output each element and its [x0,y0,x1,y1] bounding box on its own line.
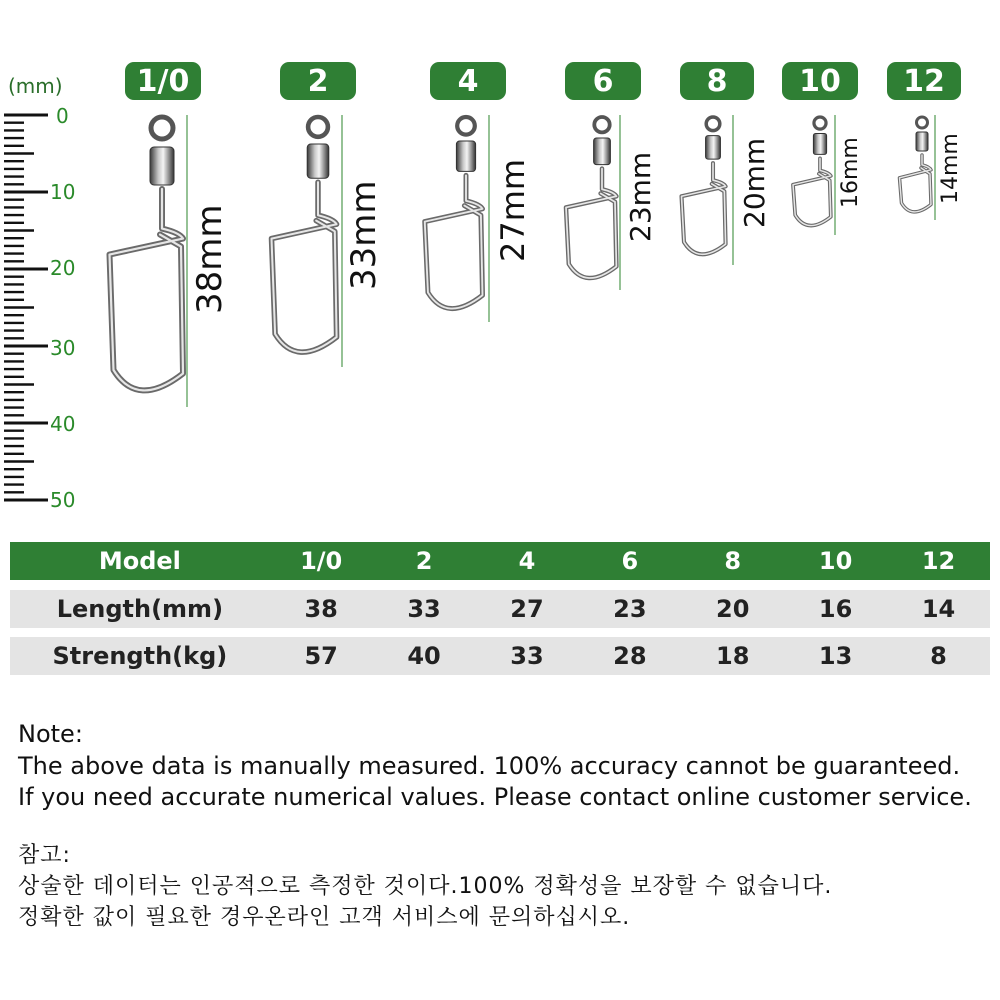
swivel-barrel [594,138,611,165]
snap-swivel-0 [110,115,188,407]
ruler-label-40: 40 [50,412,76,436]
table-cell: 57 [304,642,338,670]
snap-wire-highlight [272,182,337,352]
table-header-cell: 6 [621,547,639,575]
snap-swivel-1 [272,115,343,367]
snap-swivel-5 [793,115,835,235]
table-header-cell: 8 [724,547,742,575]
table-cell: 13 [818,642,853,670]
table-cell: 27 [510,595,544,623]
model-badge-6: 6 [565,62,641,100]
note-ko-line-1: 상술한 데이터는 인공적으로 측정한 것이다.100% 정확성을 보장할 수 없습니다. [18,874,833,899]
snap-wire [110,189,184,390]
swivel-barrel [307,144,329,178]
ruler-label-30: 30 [50,336,76,360]
snap-wire-highlight [682,163,726,254]
table-cell: 18 [716,642,750,670]
size-label-4: 27mm [494,158,532,262]
swivel-barrel [813,134,826,155]
snap-swivel-6 [900,115,936,220]
model-badge-2: 2 [280,62,356,100]
table-header-cell: 10 [818,547,853,575]
size-label-6: 23mm [624,151,657,242]
ruler-label-10: 10 [50,180,76,204]
model-badge-10: 10 [782,62,858,100]
table-cell: 23 [613,595,647,623]
size-label-10: 16mm [838,137,863,208]
snap-wire [900,155,932,212]
table-header-cell: 4 [518,547,536,575]
table-header-label: Model [98,547,181,575]
swivel-barrel [456,141,475,171]
model-badge-4: 4 [430,62,506,100]
model-badge-8: 8 [680,62,754,100]
table-row-label: Length(mm) [56,595,224,623]
table-cell: 33 [510,642,544,670]
swivel-eye [308,117,328,137]
snap-swivel-3 [566,115,620,290]
snap-wire [425,175,483,308]
table-row-length [10,590,990,628]
table-cell: 28 [613,642,647,670]
size-label-2: 33mm [344,180,384,290]
table-cell: 14 [921,595,956,623]
swivel-barrel [916,132,928,151]
ruler-unit-label: (mm) [8,74,63,98]
table-row-label: Strength(kg) [52,642,228,670]
model-badge-1-0: 1/0 [125,62,201,100]
note-line-2: If you need accurate numerical values. Please contact online customer service. [18,783,972,811]
swivel-eye [151,117,173,139]
ruler-label-0: 0 [56,104,69,128]
snap-wire [566,169,616,278]
snap-wire-highlight [425,175,483,308]
snap-wire-highlight [900,155,932,212]
snap-swivel-2 [425,115,489,322]
note-line-1: The above data is manually measured. 100% accuracy cannot be guaranteed. [18,752,961,780]
table-header-cell: 1/0 [300,547,343,575]
snap-swivel-4 [682,115,734,265]
snap-wire-highlight [110,189,184,390]
swivel-eye [706,117,720,131]
swivel-eye [814,117,826,129]
table-cell: 8 [930,642,947,670]
ruler-label-20: 20 [50,256,76,280]
swivel-barrel [706,136,721,160]
snap-wire-highlight [793,158,831,225]
swivel-eye [917,117,928,128]
note-ko-line-2: 정확한 값이 필요한 경우온라인 고객 서비스에 문의하십시오. [18,905,631,930]
table-header-cell: 12 [921,547,956,575]
snap-wire [793,158,831,225]
table-cell: 20 [716,595,750,623]
ruler-label-50: 50 [50,488,76,512]
table-cell: 40 [407,642,441,670]
swivel-barrel [150,147,174,185]
table-header-row [10,542,990,580]
table-cell: 16 [818,595,853,623]
note-ko-title: 참고: [18,843,71,868]
model-badge-12: 12 [887,62,961,100]
snap-wire-highlight [566,169,616,278]
snap-wire [272,182,337,352]
table-cell: 33 [407,595,441,623]
size-label-1-0: 38mm [190,204,230,314]
note-title: Note: [18,720,83,748]
swivel-eye [594,117,609,132]
table-row-strength [10,637,990,675]
table-cell: 38 [304,595,338,623]
size-label-8: 20mm [738,137,771,228]
swivel-eye [457,117,475,135]
table-header-cell: 2 [415,547,433,575]
snap-wire [682,163,726,254]
size-label-12: 14mm [938,133,963,204]
